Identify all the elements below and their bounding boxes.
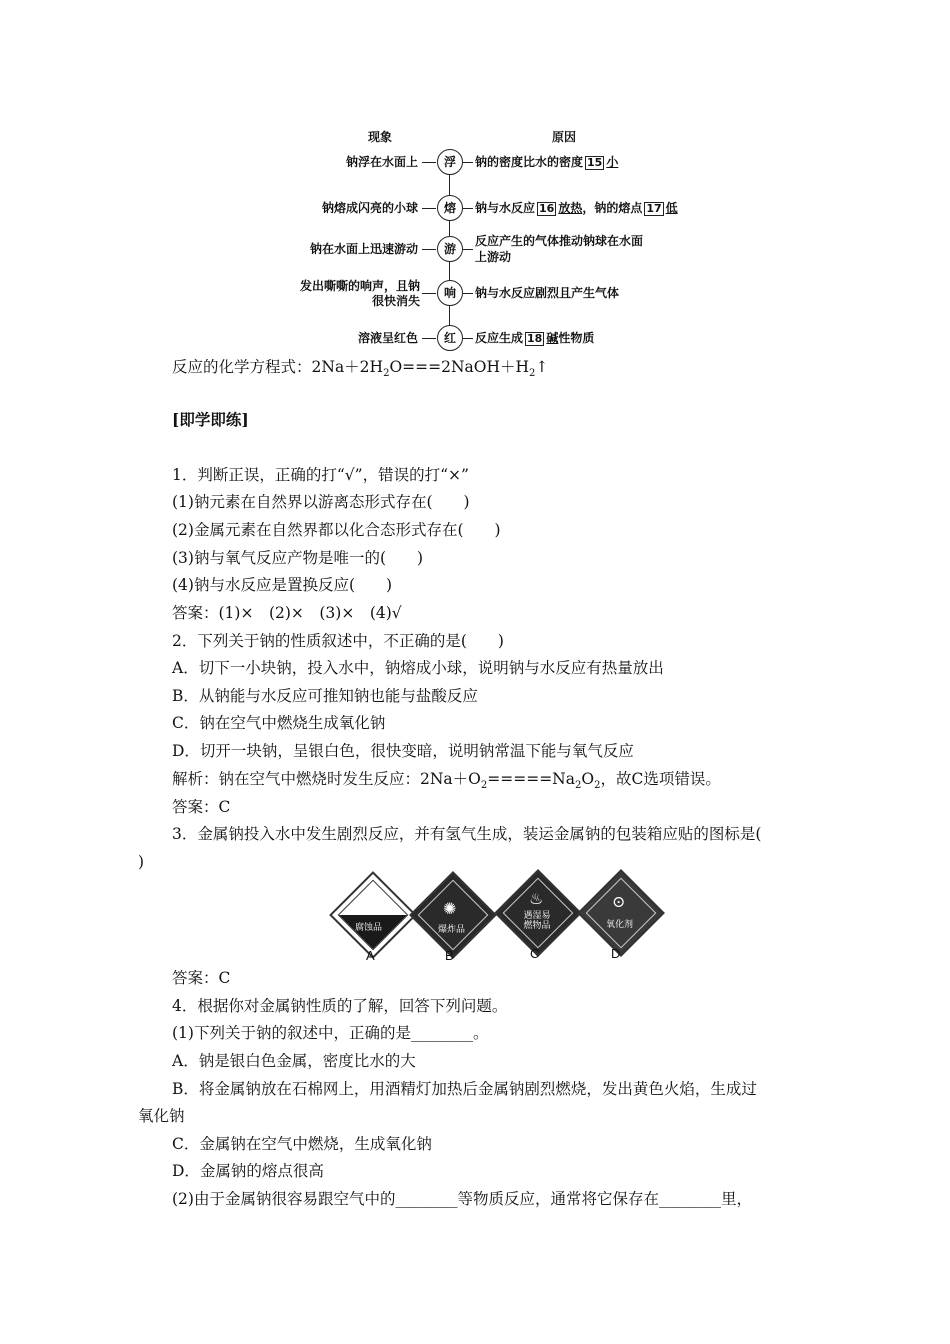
- sign-c-text: 遇湿易燃物品: [523, 910, 551, 930]
- explosion-icon: ✺: [443, 899, 457, 918]
- connector: [422, 249, 436, 250]
- answer-box-15: 15: [587, 156, 603, 169]
- q2-stem: 2．下列关于钠的性质叙述中，不正确的是( ): [172, 632, 504, 650]
- q1-item-4: (4)钠与水反应是置换反应( ): [172, 576, 393, 594]
- key-circle-4: 响: [437, 280, 463, 306]
- sign-a-text: 腐蚀品: [355, 922, 383, 932]
- answer-text: 放热: [558, 201, 583, 215]
- equation-line: 反应的化学方程式：$2Na+2H_2O===2NaOH+H_2↑$: [172, 358, 549, 380]
- sign-b-text: 爆炸品: [438, 924, 466, 934]
- sign-a-frame: [329, 871, 417, 959]
- phenomenon-4: 发出嘶嘶的响声，且钠很快消失: [300, 279, 421, 308]
- reason-4: 钠与水反应剧烈且产生气体: [475, 286, 620, 300]
- q1-stem: 1．判断正误，正确的打“√”，错误的打“×”: [172, 466, 469, 484]
- reason-3: 反应产生的气体推动钠球在水面上游动: [475, 234, 644, 264]
- q4-option-d: D．金属钠的熔点很高: [172, 1162, 324, 1180]
- q2-option-c: C．钠在空气中燃烧生成氧化钠: [172, 714, 386, 732]
- answer-box-16: 16: [539, 202, 555, 215]
- answer-text: 小: [606, 155, 619, 169]
- q1-item-3: (3)钠与氧气反应产物是唯一的( ): [172, 549, 424, 567]
- phenomenon-3: 钠在水面上迅速游动: [309, 242, 418, 256]
- col-header-phenomenon: 现象: [368, 130, 393, 144]
- reason-1: 钠的密度比水的密度 15 小: [475, 155, 619, 169]
- q2-option-a: A．切下一小块钠，投入水中，钠熔成小球，说明钠与水反应有热量放出: [172, 659, 664, 677]
- sign-d-text: 氧化剂: [606, 919, 634, 929]
- flame-icon: ♨: [529, 889, 544, 908]
- q2-answer: 答案：C: [172, 798, 231, 816]
- q1-item-2: (2)金属元素在自然界都以化合态形式存在( ): [172, 521, 501, 539]
- phenomenon-1: 钠浮在水面上: [345, 155, 418, 169]
- connector: [463, 249, 473, 250]
- sign-c-letter: C: [530, 946, 540, 961]
- sign-d-frame: [577, 869, 665, 957]
- q1-item-1: (1)钠元素在自然界以游离态形式存在( ): [172, 493, 470, 511]
- key-circle-3: 游: [437, 236, 463, 262]
- q2-analysis: 解析：钠在空气中燃烧时发生反应：$2Na+O_2=====Na_2O_2$，故C选项错误。: [172, 770, 721, 792]
- reason-2: 钠与水反应 16 放热，钠的熔点 17 低: [475, 201, 678, 215]
- q4-option-b-cont: 氧化钠: [138, 1107, 185, 1125]
- q4-sub2: (2)由于金属钠很容易跟空气中的________等物质反应，通常将它保存在________里，: [172, 1190, 752, 1208]
- connector: [422, 293, 436, 294]
- connector: [422, 208, 436, 209]
- connector: [463, 208, 473, 209]
- q3-answer: 答案：C: [172, 969, 231, 987]
- answer-box-18: 18: [527, 332, 543, 345]
- reaction-phenomena-diagram: [300, 122, 700, 352]
- connector: [463, 338, 473, 339]
- q4-option-b: B．将金属钠放在石棉网上，用酒精灯加热后金属钠剧烈燃烧，发出黄色火焰，生成过: [172, 1080, 757, 1098]
- sign-d-letter: D: [611, 946, 621, 961]
- q4-stem: 4．根据你对金属钠性质的了解，回答下列问题。: [172, 997, 508, 1015]
- key-circle-2: 熔: [437, 195, 463, 221]
- answer-box-17: 17: [646, 202, 662, 215]
- phenomenon-5: 溶液呈红色: [357, 331, 418, 345]
- key-circle-1: 浮: [437, 149, 463, 175]
- connector: [463, 293, 473, 294]
- col-header-reason: 原因: [552, 130, 577, 144]
- key-circle-5: 红: [437, 325, 463, 351]
- q3-stem-cont: ): [138, 853, 145, 871]
- q3-stem: 3．金属钠投入水中发生剧烈反应，并有氢气生成，装运金属钠的包装箱应贴的图标是(: [172, 825, 762, 843]
- connector: [463, 162, 473, 163]
- connector: [422, 338, 436, 339]
- q4-option-c: C．金属钠在空气中燃烧，生成氧化钠: [172, 1135, 432, 1153]
- q2-option-d: D．切开一块钠，呈银白色，很快变暗，说明钠常温下能与氧气反应: [172, 742, 634, 760]
- q1-answer: 答案：(1)× (2)× (3)× (4)√: [172, 604, 402, 622]
- connector: [422, 162, 436, 163]
- oxidizer-icon: ⊙: [612, 892, 626, 911]
- answer-text: 低: [665, 201, 678, 215]
- answer-text: 碱: [546, 331, 559, 345]
- q4-option-a: A．钠是银白色金属，密度比水的大: [172, 1052, 416, 1070]
- reason-5: 反应生成 18 碱性物质: [475, 331, 595, 345]
- sign-b-letter: B: [445, 948, 454, 963]
- sign-a-letter: A: [366, 948, 375, 963]
- q2-option-b: B．从钠能与水反应可推知钠也能与盐酸反应: [172, 687, 478, 705]
- q4-sub1: (1)下列关于钠的叙述中，正确的是________。: [172, 1024, 489, 1042]
- section-title: [即学即练]: [172, 410, 249, 429]
- phenomenon-2: 钠熔成闪亮的小球: [321, 201, 418, 215]
